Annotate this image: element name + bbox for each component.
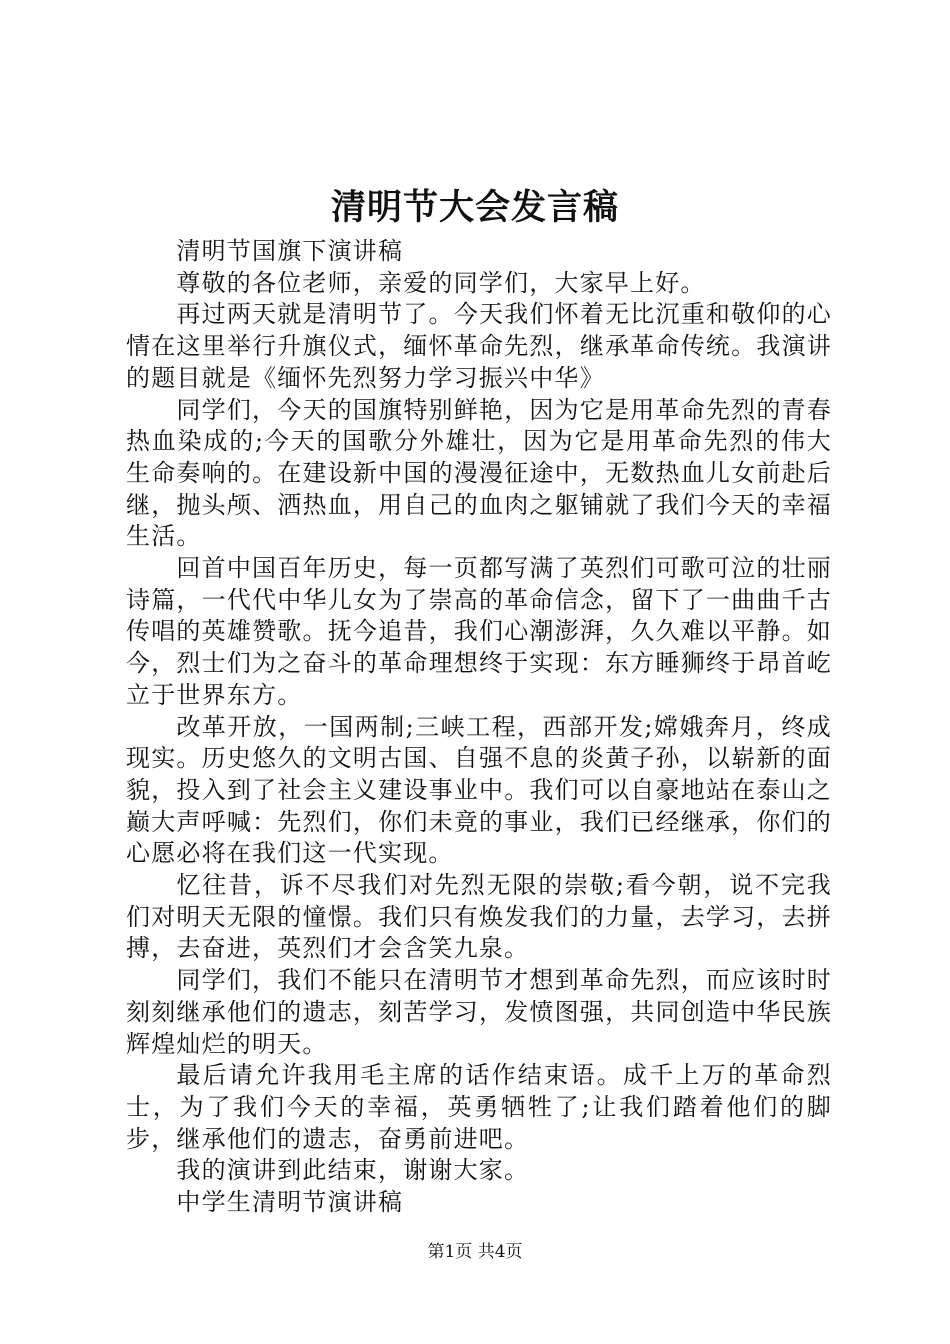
paragraph: 改革开放，一国两制;三峡工程，西部开发;嫦娥奔月，终成现实。历史悠久的文明古国、自强不息的炎黄子孙，以崭新的面貌，投入到了社会主义建设事业中。我们可以自豪地站在泰山之巅大声呼喊：先烈们，你们未竟的事业，我们已经继承，你们的心愿必将在我们这一代实现。 — [126, 712, 832, 868]
paragraph: 尊敬的各位老师，亲爱的同学们，大家早上好。 — [176, 268, 706, 297]
document-body — [126, 236, 832, 1219]
paragraph: 我的演讲到此结束，谢谢大家。 — [176, 1156, 530, 1185]
paragraph: 同学们，今天的国旗特别鲜艳，因为它是用革命先烈的青春热血染成的;今天的国歌分外雄壮，因为它是用革命先烈的伟大生命奏响的。在建设新中国的漫漫征途中，无数热血儿女前赴后继，抛头颅、洒热血，用自己的血肉之躯铺就了我们今天的幸福生活。 — [126, 395, 832, 551]
page-number-footer: 第1页 共4页 — [427, 1242, 523, 1262]
paragraph: 最后请允许我用毛主席的话作结束语。成千上万的革命烈士，为了我们今天的幸福，英勇牺牲了;让我们踏着他们的脚步，继承他们的遗志，奋勇前进吧。 — [126, 1061, 832, 1153]
page-title: 清明节大会发言稿 — [330, 187, 619, 228]
paragraph: 中学生清明节演讲稿 — [176, 1188, 404, 1217]
paragraph: 回首中国百年历史，每一页都写满了英烈们可歌可泣的壮丽诗篇，一代代中华儿女为了崇高的革命信念，留下了一曲曲千古传唱的英雄赞歌。抚今追昔，我们心潮澎湃，久久难以平静。如今，烈士们为之奋斗的革命理想终于实现：东方睡狮终于昂首屹立于世界东方。 — [126, 554, 832, 709]
paragraph: 清明节国旗下演讲稿 — [176, 237, 404, 265]
paragraph: 忆往昔，诉不尽我们对先烈无限的崇敬;看今朝，说不完我们对明天无限的憧憬。我们只有焕发我们的力量，去学习，去拼搏，去奋进，英烈们才会含笑九泉。 — [126, 871, 832, 963]
paragraph: 同学们，我们不能只在清明节才想到革命先烈，而应该时时刻刻继承他们的遗志，刻苦学习，发愤图强，共同创造中华民族辉煌灿烂的明天。 — [126, 966, 832, 1058]
paragraph: 再过两天就是清明节了。今天我们怀着无比沉重和敬仰的心情在这里举行升旗仪式，缅怀革命先烈，继承革命传统。我演讲的题目就是《缅怀先烈努力学习振兴中华》 — [126, 300, 832, 392]
